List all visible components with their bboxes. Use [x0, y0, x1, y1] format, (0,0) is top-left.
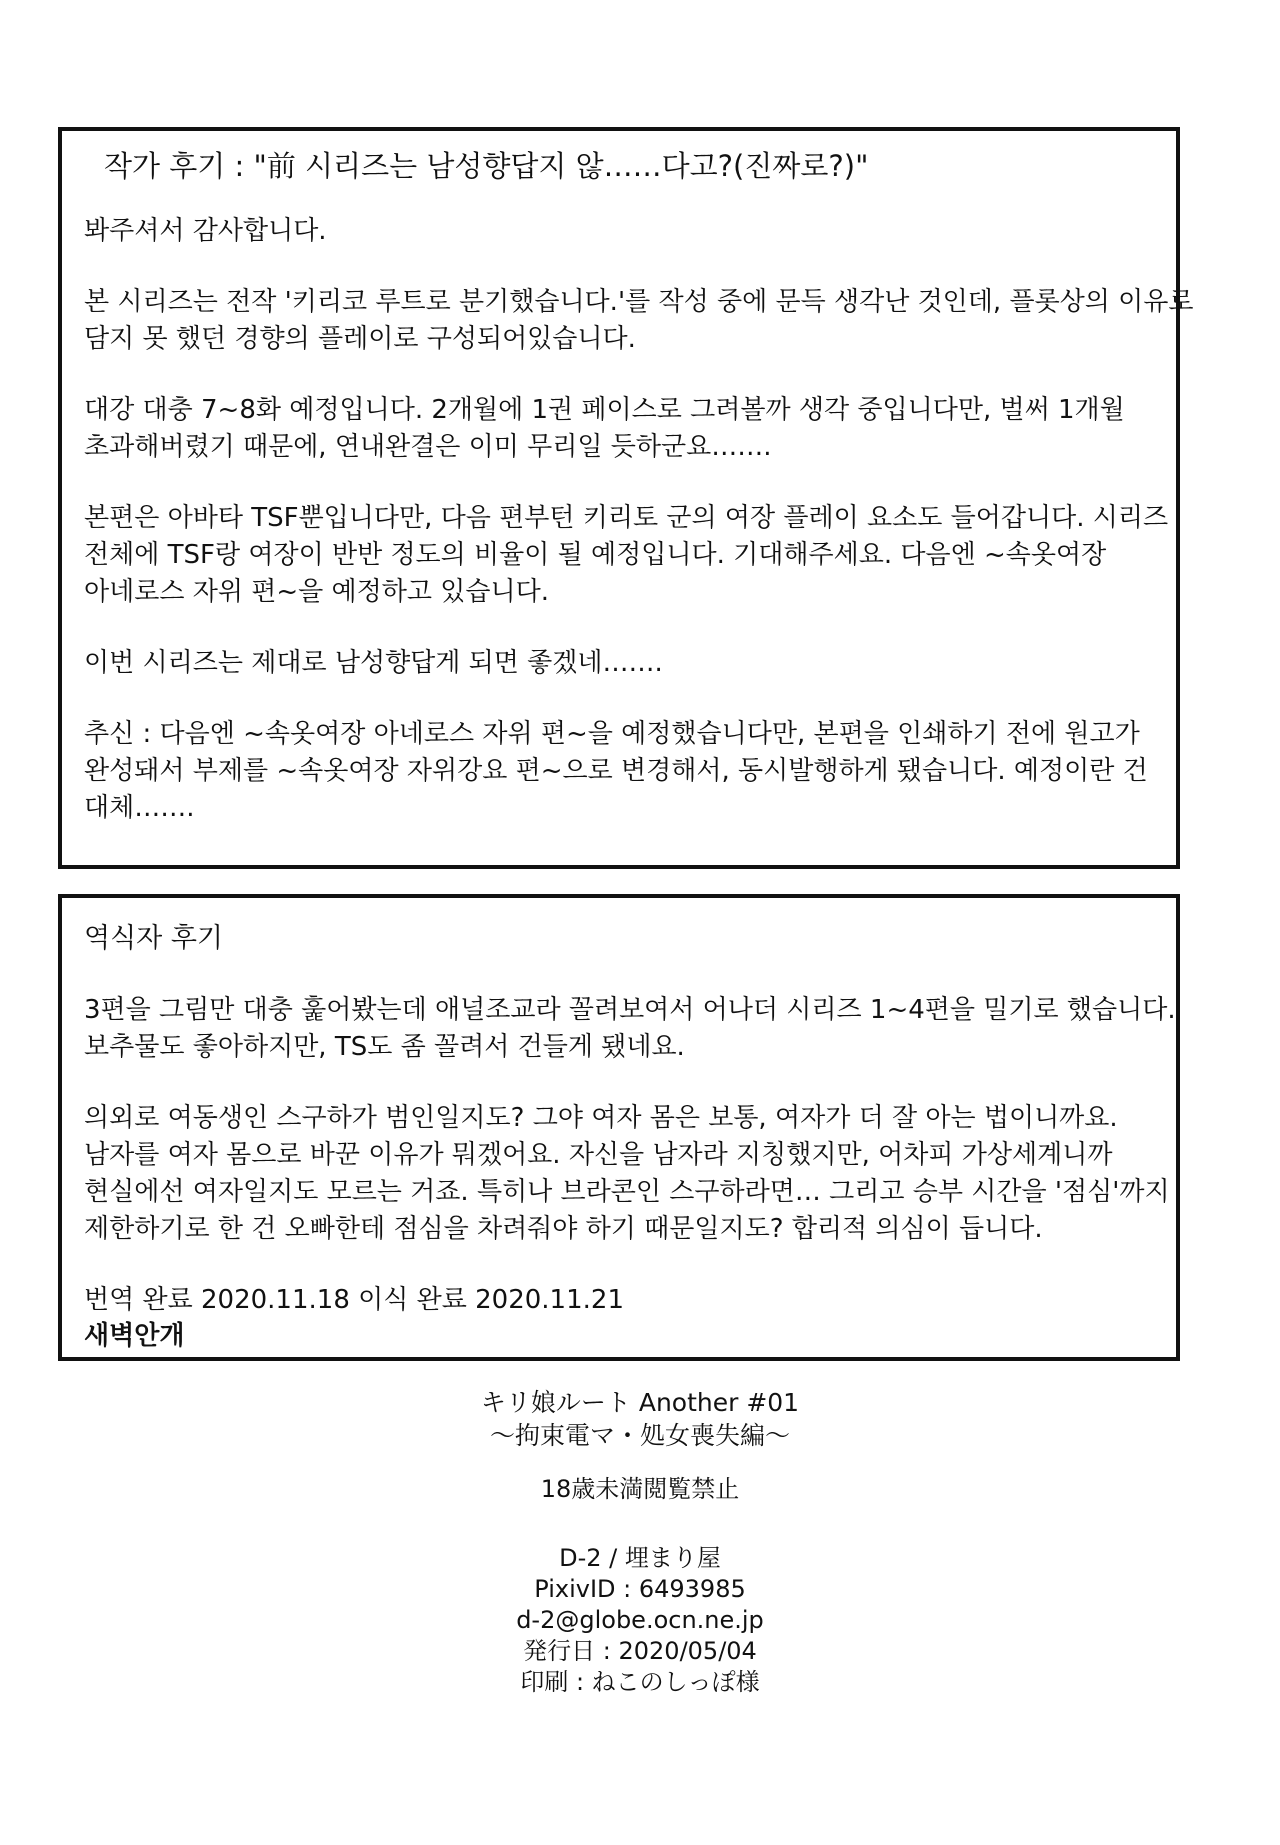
- text-line: 대강 대충 7~8화 예정입니다. 2개월에 1권 페이스로 그려볼까 생각 중입니다만, 벌써 1개월: [84, 395, 1125, 425]
- text-line: 대체…….: [84, 793, 195, 823]
- text-line: 봐주셔서 감사합니다.: [84, 216, 327, 246]
- colophon: [0, 1386, 1280, 1698]
- translator-paragraph: [84, 992, 1176, 1066]
- author-paragraph: [84, 392, 1144, 466]
- text-line: 전체에 TSF랑 여장이 반반 정도의 비율이 될 예정입니다. 기대해주세요. 다음엔 ~속옷여장: [84, 540, 1107, 570]
- text-line: 3편을 그림만 대충 훑어봤는데 애널조교라 꼴려보여서 어나더 시리즈 1~4편을 밀기로 했습니다.: [84, 995, 1176, 1025]
- printer-credit: 印刷 : ねこのしっぽ様: [520, 1668, 760, 1696]
- pixiv-id: PixivID : 6493985: [534, 1575, 746, 1603]
- translator-afterword-title: 역식자 후기: [84, 923, 223, 954]
- translator-credits: [84, 1282, 1144, 1353]
- author-paragraph: [84, 500, 1169, 611]
- text-line: 완성돼서 부제를 ~속옷여장 자위강요 편~으로 변경해서, 동시발행하게 됐습니다. 예정이란 건: [84, 756, 1148, 786]
- text-line: 보추물도 좋아하지만, TS도 좀 꼴려서 건들게 됐네요.: [84, 1032, 685, 1062]
- text-line: 추신 : 다음엔 ~속옷여장 아네로스 자위 편~을 예정했습니다만, 본편을 인쇄하기 전에 원고가: [84, 719, 1140, 749]
- author-paragraph: [84, 716, 1148, 827]
- text-line: 본 시리즈는 전작 '키리코 루트로 분기했습니다.'를 작성 중에 문득 생각난 것인데, 플롯상의 이유로: [84, 287, 1194, 317]
- translation-dates: 번역 완료 2020.11.18 이식 완료 2020.11.21: [84, 1285, 624, 1315]
- release-date: 発行日 : 2020/05/04: [523, 1637, 757, 1665]
- author-afterword-title: 작가 후기 : "前 시리즈는 남성향답지 않……다고?(진짜로?)": [104, 149, 869, 183]
- text-line: 의외로 여동생인 스구하가 범인일지도? 그야 여자 몸은 보통, 여자가 더 잘 아는 법이니까요.: [84, 1103, 1118, 1133]
- text-line: 담지 못 했던 경향의 플레이로 구성되어있습니다.: [84, 324, 636, 354]
- book-title: キリ娘ルート Another #01: [480, 1388, 800, 1417]
- author-paragraph: [84, 645, 1144, 682]
- text-line: 아네로스 자위 편~을 예정하고 있습니다.: [84, 577, 549, 607]
- translator-signature: 새벽안개: [84, 1321, 185, 1351]
- text-line: 제한하기로 한 건 오빠한테 점심을 차려줘야 하기 때문일지도? 합리적 의심이 듭니다.: [84, 1214, 1043, 1244]
- translator-afterword-box: [58, 894, 1180, 1361]
- translator-paragraph: [84, 1100, 1170, 1248]
- text-line: 초과해버렸기 때문에, 연내완결은 이미 무리일 듯하군요…….: [84, 432, 772, 462]
- circle-name: D-2 / 埋まり屋: [559, 1544, 721, 1572]
- contact-email: d-2@globe.ocn.ne.jp: [516, 1606, 764, 1634]
- text-line: 본편은 아바타 TSF뿐입니다만, 다음 편부턴 키리토 군의 여장 플레이 요소도 들어갑니다. 시리즈: [84, 503, 1169, 533]
- text-line: 남자를 여자 몸으로 바꾼 이유가 뭐겠어요. 자신을 남자라 지칭했지만, 어차피 가상세계니까: [84, 1140, 1113, 1170]
- author-paragraph: [84, 284, 1194, 358]
- age-rating: 18歳未満閲覧禁止: [540, 1475, 740, 1503]
- author-paragraph: [84, 213, 1144, 250]
- book-subtitle: ～拘束電マ・処女喪失編～: [489, 1421, 790, 1450]
- text-line: 이번 시리즈는 제대로 남성향답게 되면 좋겠네…….: [84, 648, 663, 678]
- text-line: 현실에선 여자일지도 모르는 거죠. 특히나 브라콘인 스구하라면… 그리고 승부 시간을 '점심'까지: [84, 1177, 1170, 1207]
- author-afterword-box: [58, 127, 1194, 869]
